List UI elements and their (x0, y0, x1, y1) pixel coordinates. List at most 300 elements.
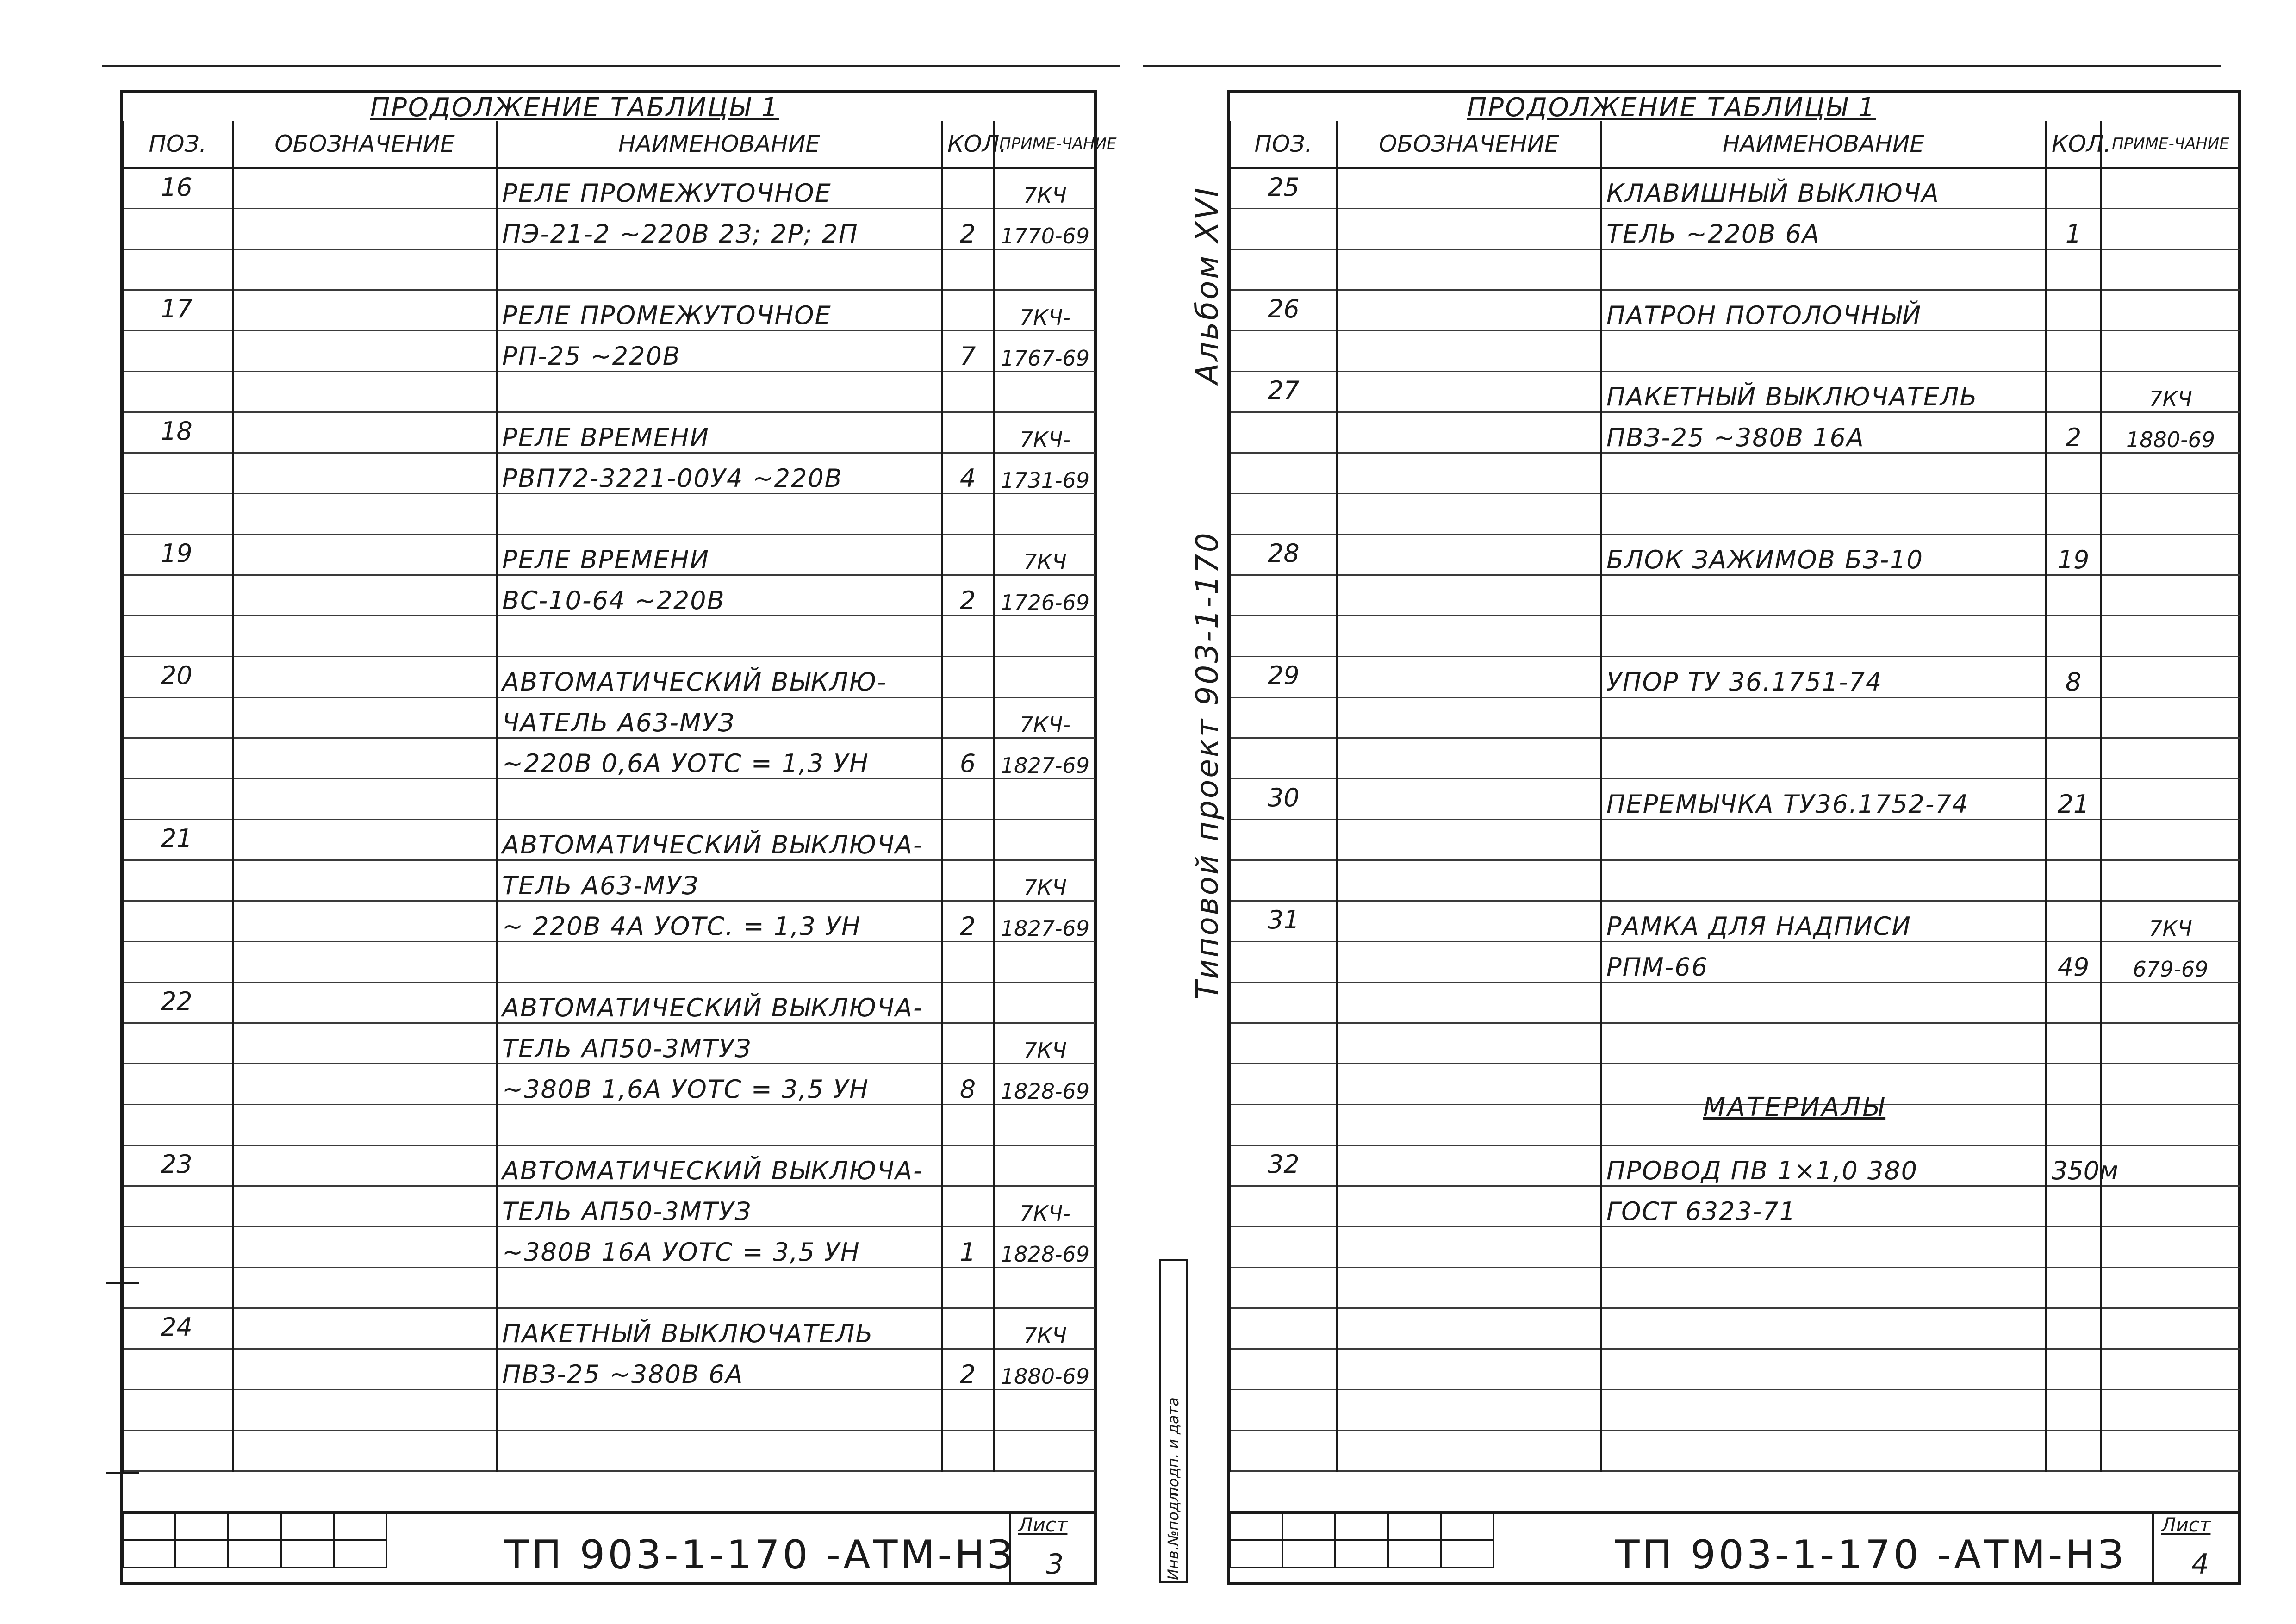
cell-note: 1880-69 (994, 1349, 1096, 1389)
cell-note (994, 1389, 1096, 1430)
cell-note (2101, 330, 2240, 371)
cell-designation (1337, 1349, 1601, 1389)
cell-quantity (942, 534, 994, 575)
cell-note: 7КЧ- (994, 1186, 1096, 1226)
cell-name: АВТОМАТИЧЕСКИЙ ВЫКЛЮ- (497, 656, 942, 697)
cell-designation (1337, 1267, 1601, 1308)
cell-designation (233, 819, 497, 860)
cell-quantity (942, 493, 994, 534)
cell-note: 7КЧ- (994, 697, 1096, 738)
cell-name (1601, 860, 2046, 901)
cell-note (2101, 738, 2240, 778)
cell-designation (233, 1186, 497, 1226)
cell-name: УПОР ТУ 36.1751-74 (1601, 656, 2046, 697)
cell-name (1601, 1389, 2046, 1430)
cell-name: КЛАВИШНЫЙ ВЫКЛЮЧА (1601, 168, 2046, 208)
cell-position (123, 778, 233, 819)
cell-quantity (942, 1389, 994, 1430)
cell-quantity (2046, 1064, 2101, 1104)
cell-note (994, 656, 1096, 697)
cell-designation (233, 168, 497, 208)
cell-note (994, 941, 1096, 982)
table-row (1230, 819, 2240, 860)
table-row (123, 1308, 1096, 1349)
table-row (1230, 901, 2240, 941)
cell-quantity (2046, 738, 2101, 778)
table-row (123, 1389, 1096, 1430)
table-row (1230, 453, 2240, 493)
table-row (123, 616, 1096, 656)
sheet-number-box-right (2152, 1511, 2154, 1585)
table-row (1230, 249, 2240, 290)
cell-position (1230, 1430, 1337, 1471)
table-row (123, 1349, 1096, 1389)
cell-name (1601, 575, 2046, 616)
table-row (1230, 290, 2240, 330)
cell-note (2101, 1104, 2240, 1145)
cell-name (1601, 493, 2046, 534)
cell-name (1601, 616, 2046, 656)
cell-name: РВП72-3221-00У4 ~220В (497, 453, 942, 493)
cell-position (123, 941, 233, 982)
cell-position (1230, 208, 1337, 249)
cell-designation (233, 1430, 497, 1471)
table-row (123, 290, 1096, 330)
cell-name: РПМ-66 (1601, 941, 2046, 982)
cell-quantity (2046, 290, 2101, 330)
table-row (1230, 982, 2240, 1023)
cell-note (2101, 453, 2240, 493)
cell-note: 1767-69 (994, 330, 1096, 371)
table-row (1230, 1308, 2240, 1349)
cell-position (123, 738, 233, 778)
title-block-grid-right (1229, 1511, 1494, 1568)
cell-note (2101, 168, 2240, 208)
cell-designation (233, 697, 497, 738)
cell-position (123, 249, 233, 290)
cell-position (1230, 453, 1337, 493)
cell-designation (1337, 1145, 1601, 1186)
cell-note (2101, 656, 2240, 697)
cell-position (123, 1267, 233, 1308)
table-row (1230, 941, 2240, 982)
cell-quantity (2046, 575, 2101, 616)
cell-quantity (942, 412, 994, 453)
cell-designation (1337, 1064, 1601, 1104)
cell-designation (233, 1104, 497, 1145)
cell-designation (1337, 168, 1601, 208)
project-label: Типовой проект 903-1-170 (1189, 531, 1225, 1000)
left-side-strip (1159, 1259, 1188, 1583)
cell-name: АВТОМАТИЧЕСКИЙ ВЫКЛЮЧА- (497, 1145, 942, 1186)
cell-position (1230, 1186, 1337, 1226)
cell-name: РАМКА ДЛЯ НАДПИСИ (1601, 901, 2046, 941)
cell-position (1230, 493, 1337, 534)
table-row (1230, 208, 2240, 249)
cell-note: 1827-69 (994, 738, 1096, 778)
table-row (1230, 1349, 2240, 1389)
cell-designation (1337, 371, 1601, 412)
table-row (1230, 1226, 2240, 1267)
cell-note: 1726-69 (994, 575, 1096, 616)
cell-designation (233, 1389, 497, 1430)
table-row (1230, 860, 2240, 901)
cell-note: 1828-69 (994, 1064, 1096, 1104)
cell-position (1230, 1064, 1337, 1104)
cell-name: РЕЛЕ ВРЕМЕНИ (497, 412, 942, 453)
strip-label-inventory: Инв.№подл. (1164, 1487, 1182, 1580)
cell-quantity: 350м (2046, 1145, 2101, 1186)
table-row (123, 1145, 1096, 1186)
cell-quantity (2046, 982, 2101, 1023)
table-row (123, 778, 1096, 819)
cell-designation (1337, 1308, 1601, 1349)
cell-designation (1337, 1389, 1601, 1430)
header-designation: ОБОЗНАЧЕНИЕ (1337, 121, 1601, 168)
cell-name (497, 941, 942, 982)
cell-name (1601, 1349, 2046, 1389)
cell-name: ПАКЕТНЫЙ ВЫКЛЮЧАТЕЛЬ (1601, 371, 2046, 412)
cell-name (497, 249, 942, 290)
table-row (123, 860, 1096, 901)
cell-note (2101, 249, 2240, 290)
cell-note: 7КЧ (994, 168, 1096, 208)
cell-name (1601, 697, 2046, 738)
table-caption-right: ПРОДОЛЖЕНИЕ ТАБЛИЦЫ 1 (1467, 93, 1876, 123)
table-row (1230, 1023, 2240, 1064)
cell-note (2101, 575, 2240, 616)
cell-name: ПЕРЕМЫЧКА ТУ36.1752-74 (1601, 778, 2046, 819)
cell-position (123, 1226, 233, 1267)
cell-position (123, 616, 233, 656)
header-qty: КОЛ. (2046, 121, 2101, 168)
cell-position (123, 860, 233, 901)
cell-designation (233, 208, 497, 249)
sheet-number-box-left (1009, 1511, 1011, 1585)
top-rule-right (1143, 65, 2221, 67)
cell-quantity (2046, 1430, 2101, 1471)
table-row (123, 901, 1096, 941)
table-row (123, 656, 1096, 697)
cell-name: РП-25 ~220В (497, 330, 942, 371)
table-row (123, 534, 1096, 575)
cell-quantity (942, 1104, 994, 1145)
cell-name: ТЕЛЬ ~220В 6А (1601, 208, 2046, 249)
cell-quantity: 2 (2046, 412, 2101, 453)
cell-name: ПЭ-21-2 ~220В 2З; 2Р; 2П (497, 208, 942, 249)
cell-position: 17 (123, 290, 233, 330)
table-row (1230, 575, 2240, 616)
cell-quantity (2046, 901, 2101, 941)
cell-quantity: 2 (942, 1349, 994, 1389)
cell-quantity: 19 (2046, 534, 2101, 575)
cell-position: 24 (123, 1308, 233, 1349)
cell-position: 32 (1230, 1145, 1337, 1186)
cell-designation (233, 616, 497, 656)
cell-designation (233, 290, 497, 330)
cell-designation (233, 453, 497, 493)
sheet-number-right: 4 (2191, 1548, 2209, 1580)
cell-designation (1337, 860, 1601, 901)
cell-designation (233, 493, 497, 534)
header-note: ПРИМЕ-ЧАНИЕ (2101, 121, 2240, 168)
table-row (1230, 1267, 2240, 1308)
cell-designation (233, 860, 497, 901)
cell-note (2101, 1226, 2240, 1267)
cell-note (994, 1430, 1096, 1471)
cell-name: АВТОМАТИЧЕСКИЙ ВЫКЛЮЧА- (497, 982, 942, 1023)
header-pos: ПОЗ. (1230, 121, 1337, 168)
cell-note (994, 616, 1096, 656)
cell-name: ПВЗ-25 ~380В 16А (1601, 412, 2046, 453)
cell-note (2101, 1430, 2240, 1471)
table-row (123, 1267, 1096, 1308)
cell-position (1230, 1349, 1337, 1389)
cell-designation (233, 249, 497, 290)
cell-note (2101, 860, 2240, 901)
table-row (123, 697, 1096, 738)
table-row (1230, 738, 2240, 778)
cell-position (1230, 249, 1337, 290)
cell-quantity (2046, 168, 2101, 208)
cell-position: 26 (1230, 290, 1337, 330)
cell-note: 1827-69 (994, 901, 1096, 941)
materials-heading: МАТЕРИАЛЫ (1703, 1092, 1886, 1122)
cell-position (123, 453, 233, 493)
cell-quantity (2046, 1226, 2101, 1267)
cell-position (1230, 860, 1337, 901)
cell-position: 19 (123, 534, 233, 575)
cell-position (1230, 412, 1337, 453)
cell-position: 23 (123, 1145, 233, 1186)
spec-table-left (122, 121, 1117, 1472)
cell-position (123, 1186, 233, 1226)
cell-quantity (942, 616, 994, 656)
cell-name (497, 1267, 942, 1308)
cell-note (2101, 819, 2240, 860)
cell-designation (1337, 290, 1601, 330)
cell-quantity: 21 (2046, 778, 2101, 819)
cell-name: ГОСТ 6323-71 (1601, 1186, 2046, 1226)
cell-name: ПАТРОН ПОТОЛОЧНЫЙ (1601, 290, 2046, 330)
cell-note (2101, 697, 2240, 738)
cell-name: ТЕЛЬ АП50-3МТУЗ (497, 1023, 942, 1064)
table-header-left (123, 121, 1096, 168)
table-row (1230, 412, 2240, 453)
cell-designation (233, 901, 497, 941)
cell-quantity (942, 1186, 994, 1226)
cell-position (123, 371, 233, 412)
cell-name: ПВЗ-25 ~380В 6А (497, 1349, 942, 1389)
cell-quantity (942, 1023, 994, 1064)
cell-quantity (942, 982, 994, 1023)
cell-position (1230, 697, 1337, 738)
table-row (1230, 697, 2240, 738)
cell-quantity (942, 168, 994, 208)
cell-position: 29 (1230, 656, 1337, 697)
cell-quantity (2046, 371, 2101, 412)
cell-designation (1337, 534, 1601, 575)
cell-designation (233, 371, 497, 412)
table-row (123, 249, 1096, 290)
cell-note (994, 778, 1096, 819)
cell-position: 30 (1230, 778, 1337, 819)
sheet-left (0, 0, 1143, 1624)
table-row (1230, 168, 2240, 208)
cell-position: 16 (123, 168, 233, 208)
cell-name: ТЕЛЬ А63-МУЗ (497, 860, 942, 901)
cell-note (2101, 1145, 2240, 1186)
cell-quantity (2046, 453, 2101, 493)
cell-designation (1337, 412, 1601, 453)
table-row (123, 453, 1096, 493)
cell-note (2101, 493, 2240, 534)
cell-note (2101, 290, 2240, 330)
cell-position: 18 (123, 412, 233, 453)
table-row (123, 168, 1096, 208)
cell-name (497, 778, 942, 819)
cell-position: 27 (1230, 371, 1337, 412)
cell-quantity (2046, 249, 2101, 290)
cell-quantity: 2 (942, 901, 994, 941)
cell-name: ~ 220В 4А УОТС. = 1,3 УН (497, 901, 942, 941)
cell-position (1230, 616, 1337, 656)
cell-note: 7КЧ (994, 534, 1096, 575)
cell-name (1601, 982, 2046, 1023)
album-label: Альбом XVI (1189, 186, 1225, 384)
cell-name: РЕЛЕ ПРОМЕЖУТОЧНОЕ (497, 168, 942, 208)
cell-note (2101, 208, 2240, 249)
cell-quantity (942, 371, 994, 412)
cell-position (123, 1349, 233, 1389)
table-row (123, 1430, 1096, 1471)
cell-quantity (2046, 493, 2101, 534)
cell-designation (233, 778, 497, 819)
cell-name (497, 1104, 942, 1145)
top-rule-left (102, 65, 1120, 67)
table-row (123, 1023, 1096, 1064)
cell-note (994, 819, 1096, 860)
cell-name (1601, 1226, 2046, 1267)
cell-position (123, 1064, 233, 1104)
cell-quantity (942, 249, 994, 290)
cell-note (994, 1267, 1096, 1308)
cell-position (123, 901, 233, 941)
table-row (1230, 534, 2240, 575)
cell-position (1230, 575, 1337, 616)
table-row (1230, 778, 2240, 819)
cell-name: БЛОК ЗАЖИМОВ БЗ-10 (1601, 534, 2046, 575)
cell-position: 25 (1230, 168, 1337, 208)
cell-position: 22 (123, 982, 233, 1023)
cell-designation (233, 1349, 497, 1389)
table-row (123, 1226, 1096, 1267)
cell-designation (1337, 1430, 1601, 1471)
cell-designation (1337, 493, 1601, 534)
cell-position (1230, 1023, 1337, 1064)
cell-position (123, 1104, 233, 1145)
table-row (123, 738, 1096, 778)
cell-designation (1337, 616, 1601, 656)
cell-designation (1337, 778, 1601, 819)
table-row (1230, 493, 2240, 534)
table-row (123, 1104, 1096, 1145)
sheet-right (1143, 0, 2296, 1624)
cell-quantity (942, 819, 994, 860)
cell-quantity (942, 1267, 994, 1308)
cell-position (1230, 738, 1337, 778)
cell-quantity (2046, 616, 2101, 656)
cell-position: 31 (1230, 901, 1337, 941)
document-code-left: ТП 903-1-170 -АТМ-НЗ (504, 1532, 1016, 1578)
cell-quantity (942, 656, 994, 697)
cell-designation (233, 1267, 497, 1308)
cell-note (2101, 616, 2240, 656)
table-row (123, 371, 1096, 412)
cell-position (123, 208, 233, 249)
cell-name: АВТОМАТИЧЕСКИЙ ВЫКЛЮЧА- (497, 819, 942, 860)
table-row (1230, 1145, 2240, 1186)
table-row (123, 412, 1096, 453)
cell-position (123, 1430, 233, 1471)
cell-note (2101, 1023, 2240, 1064)
cell-quantity (2046, 819, 2101, 860)
cell-note (994, 249, 1096, 290)
table-row (1230, 656, 2240, 697)
table-row (123, 575, 1096, 616)
cell-name (1601, 453, 2046, 493)
cell-designation (1337, 697, 1601, 738)
cell-name: ~380В 16А УОТС = 3,5 УН (497, 1226, 942, 1267)
cell-designation (1337, 819, 1601, 860)
cell-note (2101, 534, 2240, 575)
header-name: НАИМЕНОВАНИЕ (1601, 121, 2046, 168)
cell-name: ПАКЕТНЫЙ ВЫКЛЮЧАТЕЛЬ (497, 1308, 942, 1349)
cell-quantity: 2 (942, 575, 994, 616)
cell-position: 28 (1230, 534, 1337, 575)
table-row (123, 493, 1096, 534)
cell-note (994, 371, 1096, 412)
table-row (123, 1186, 1096, 1226)
cell-note (2101, 1349, 2240, 1389)
cell-note (2101, 778, 2240, 819)
cell-note: 7КЧ (2101, 371, 2240, 412)
cell-quantity (2046, 1349, 2101, 1389)
cell-note: 1770-69 (994, 208, 1096, 249)
header-note: ПРИМЕ-ЧАНИЕ (994, 121, 1096, 168)
cell-designation (1337, 656, 1601, 697)
table-header-right (1230, 121, 2240, 168)
cell-position (123, 697, 233, 738)
cell-name: РЕЛЕ ПРОМЕЖУТОЧНОЕ (497, 290, 942, 330)
cell-designation (233, 982, 497, 1023)
table-row (123, 982, 1096, 1023)
cell-position (1230, 1267, 1337, 1308)
cell-designation (233, 1064, 497, 1104)
header-designation: ОБОЗНАЧЕНИЕ (233, 121, 497, 168)
cell-name (497, 493, 942, 534)
cell-position (1230, 819, 1337, 860)
cell-designation (1337, 208, 1601, 249)
cell-designation (233, 575, 497, 616)
cell-designation (1337, 1104, 1601, 1145)
cell-name (1601, 330, 2046, 371)
cell-note (2101, 1267, 2240, 1308)
cell-position: 21 (123, 819, 233, 860)
cell-position (1230, 1104, 1337, 1145)
cell-designation (1337, 1186, 1601, 1226)
cell-quantity: 1 (2046, 208, 2101, 249)
